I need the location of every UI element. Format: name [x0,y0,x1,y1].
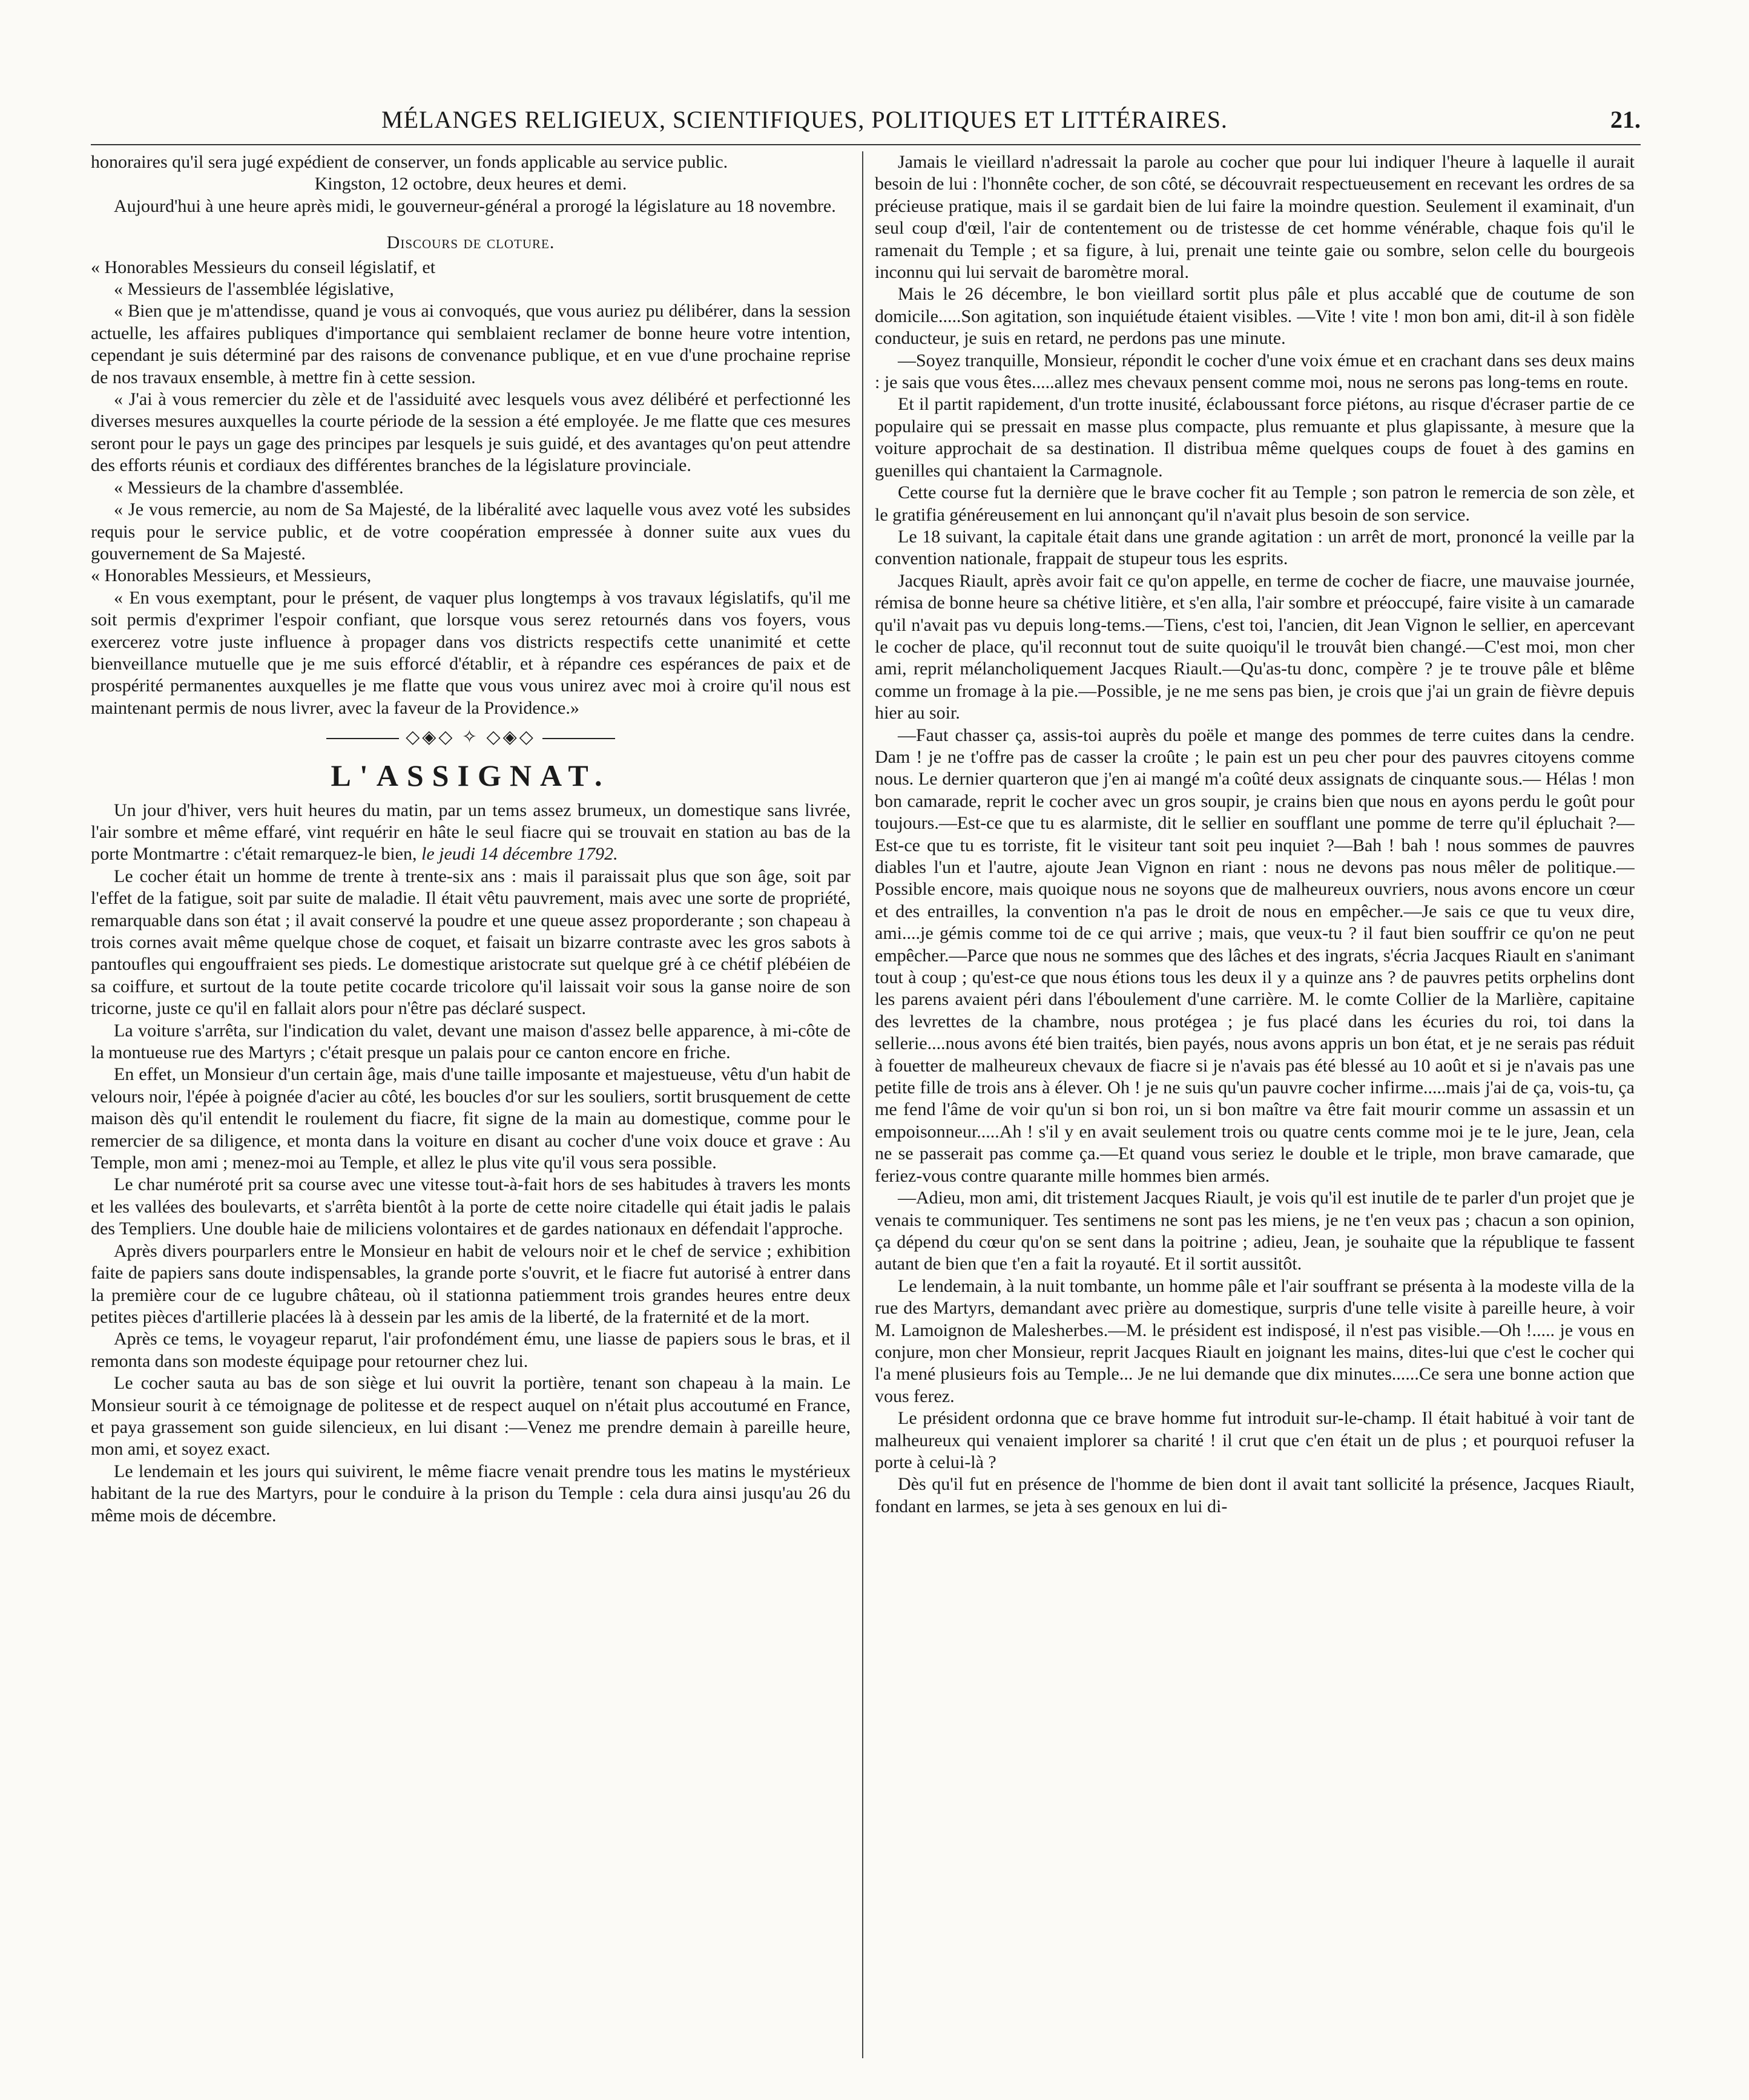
article-paragraph: Après divers pourparlers entre le Monsieur en habit de velours noir et le chef de service ; exhibition faite de papiers sans doute indispensables, la grande porte s'ouvrit, et le fiacre fut autorisé à entrer dans la première cour de ce lugubre château, où il stationna patiemment trois grandes heures entre deux petites pièces d'artillerie placées là à dessein par les amis de la liberté, de la fraternité et de la mort. [91,1240,851,1327]
article-paragraph: Le char numéroté prit sa course avec une vitesse tout-à-fait hors de ses habitudes à travers les monts et les vallées des boulevarts, et s'arrêta bientôt à la porte de cette noire citadelle qui était jadis le palais des Templiers. Une double haie de miliciens volontaires et de gardes nationaux en défendait l'approche. [91,1174,851,1239]
article-paragraph: Le cocher sauta au bas de son siège et lui ouvrit la portière, tenant son chapeau à la main. Le Monsieur sourit à ce témoignage de politesse et de respect auquel on n'était plus accoutumé en France, et paya grassement son guide silencieux, en lui disant :—Venez me prendre demain à pareille heure, mon ami, et soyez exact. [91,1373,851,1460]
article-paragraph: —Faut chasser ça, assis-toi auprès du poële et mange des pommes de terre cuites dans la cendre. Dam ! je ne t'offre pas de casser la croûte ; le pain est un peu cher pour des pauvres citoyens comme nous. Le dernier quarteron que j'en ai mangé m'a coûté deux assignats de cinquante sous.— Hélas ! mon bon camarade, reprit le cocher avec un gros soupir, je crains bien que nous en ayons perdu le goût pour toujours.—Est-ce que tu es alarmiste, dit le sellier en soufflant une pomme de terre qu'il épluchait ?—Est-ce que tu es torriste, fit le visiteur tant soit peu inquiet ?—Bah ! bah ! nous sommes de pauvres diables l'un et l'autre, ajoute Jean Vignon en riant : nous ne devons pas nous mêler de politique.—Possible encore, mais quoique nous ne soyons que de malheureux ouvriers, nous avons encore un cœur et des entrailles, la convention n'a pas le droit de nous en empêcher.—Je sais ce que tu veux dire, ami....je gémis comme toi de ce qui arrive ; mais, que veux-tu ? il faut bien souffrir ce qu'on ne peut empêcher.—Parce que nous ne sommes que des lâches et des ingrats, s'écria Jacques Riault en s'animant tout à coup ; qu'est-ce que nous étions tous les deux il y a quinze ans ? de pauvres petits orphelins dont les parens avaient péri dans l'éboulement d'une carrière. M. le comte Collier de la Marlière, capitaine des levrettes de la chambre, nous protégea ; je fus placé dans les écuries du roi, toi dans la sellerie....nous avons été bien traités, bien payés, nous avons appris un bon état, et je ne serais pas réduit à fouetter de malheureux chevaux de fiacre si je n'avais pas été blessé au 10 août et si je n'avais pas une petite fille de trois ans à élever. Oh ! je ne suis qu'un pauvre cocher infirme.....mais j'ai de ça, vois-tu, ça me fend l'âme de voir qu'un si bon roi, un si bon maître va être fait mourir comme un assassin et un empoisonneur.....Ah ! s'il y en avait seulement trois ou quatre cents comme moi je te le jure, Jean, cela ne se passerait pas comme ça.—Et quand vous seriez le double et le triple, mon brave camarade, que feriez-vous contre quarante mille hommes bien armés. [875,725,1635,1186]
running-header [91,102,1641,145]
article-paragraph: —Adieu, mon ami, dit tristement Jacques Riault, je vois qu'il est inutile de te parler d'un projet que je venais te communiquer. Tes sentimens ne sont pas les miens, je ne t'en veux pas ; chacun a son opinion, ça dépend du cœur qu'on se sent dans la poitrine ; adieu, Jean, je souhaite que la république te fassent autant de bien que t'en a fait la royauté. Et il sortit aussitôt. [875,1188,1635,1274]
article-intro-text: Un jour d'hiver, vers huit heures du matin, par un tems assez brumeux, un domestique sans livrée, l'air sombre et même effaré, vint requérir en hâte le seul fiacre qui se trouvait en station au bas de la porte Montmartre : c'était remarquez-le bien, [91,800,851,864]
article-paragraph: Jacques Riault, après avoir fait ce qu'on appelle, en terme de cocher de fiacre, une mauvaise journée, rémisa de bonne heure sa chétive litière, et s'en alla, l'air sombre et préoccupé, faire visite à un camarade qu'il n'avait pas vu depuis long-tems.—Tiens, c'est toi, l'ancien, dit Jean Vignon le sellier, en apercevant le cocher de place, qu'il reconnut tout de suite quoiqu'il le trouvât bien changé.—C'est moi, mon cher ami, reprit mélancholiquement Jacques Riault.—Qu'as-tu donc, compère ? je te trouve pâle et blême comme un fromage à la pie.—Possible, je ne me sens pas bien, je crois que j'ai un grain de fièvre depuis hier au soir. [875,570,1635,723]
speech-heading: Discours de cloture. [386,232,555,253]
speech-paragraph: « Messieurs de la chambre d'assemblée. [114,477,404,498]
speech-paragraph: « Honorables Messieurs du conseil législatif, et [91,257,436,277]
article-paragraph: Le 18 suivant, la capitale était dans une grande agitation : un arrêt de mort, prononcé la veille par la convention nationale, frappait de stupeur tous les esprits. [875,526,1635,569]
article-paragraph: La voiture s'arrêta, sur l'indication du valet, devant une maison d'assez belle apparence, à mi-côte de la montueuse rue des Martyrs ; c'était presque un palais pour ce canton encore en friche. [91,1020,851,1063]
speech-paragraph: « J'ai à vous remercier du zèle et de l'assiduité avec lesquels vous avez délibéré et perfectionné les diverses mesures auxquelles la courte période de la session a été employée. Je me flatte que ces mesures seront pour le pays un gage des principes par lesquels je suis guidé, et des avantages qu'on peut attendre des efforts réunis et cordiaux des différentes branches de la législature provinciale. [91,389,851,476]
page-number: 21. [1610,106,1641,133]
dateline: Kingston, 12 octobre, deux heures et demi. [314,174,627,194]
speech-paragraph: « En vous exemptant, pour le présent, de vaquer plus longtemps à vos travaux législatifs, qu'il me soit permis d'exprimer l'espoir confiant, que lorsque vous serez retournés dans vos foyers, vous exercerez votre juste influence à propager dans vos districts respectifs cette unanimité et cette bienveillance mutuelle que je me suis efforcé d'établir, et à répandre ces espérances de paix et de prospérité permanentes auxquelles je me flatte que vous vous unirez avec moi à croire qu'il nous est maintenant permis de nous livrer, avec la faveur de la Providence.» [91,587,851,718]
article-paragraph: Mais le 26 décembre, le bon vieillard sortit plus pâle et plus accablé que de coutume de son domicile.....Son agitation, son inquiétude étaient visibles. —Vite ! vite ! mon bon ami, dit-il à son fidèle conducteur, je suis en retard, ne perdons pas une minute. [875,284,1635,349]
article-paragraph: Le président ordonna que ce brave homme fut introduit sur-le-champ. Il était habitué à voir tant de malheureux qui venaient implorer sa charité ! il crut que c'en était un de plus ; et pourquoi refuser la porte à celui-là ? [875,1408,1635,1472]
article-paragraph: En effet, un Monsieur d'un certain âge, mais d'une taille imposante et majestueuse, vêtu d'un habit de velours noir, l'épée à poignée d'acier au côté, les boucles d'or sur les souliers, sortit brusquement de cette maison dès qu'il entendit le roulement du fiacre, fit signe de la main au domestique, comme pour le remercier de sa diligence, et monta dans la voiture en disant au cocher d'une voix douce et grave : Au Temple, mon ami ; menez-moi au Temple, et allez le plus vite qu'il vous sera possible. [91,1064,851,1173]
article-paragraph: Dès qu'il fut en présence de l'homme de bien dont il avait tant sollicité la présence, Jacques Riault, fondant en larmes, se jeta à ses genoux en lui di- [875,1474,1635,1516]
article-paragraph: Le lendemain, à la nuit tombante, un homme pâle et l'air souffrant se présenta à la modeste villa de la rue des Martyrs, demandant avec prière au domestique, surpris d'une telle visite à pareille heure, à voir M. Lamoignon de Malesherbes.—M. le président est indisposé, il n'est pas visible.—Oh !..... je vous en conjure, mon cher Monsieur, reprit Jacques Riault en joignant les mains, dites-lui que c'est le cocher qui l'a mené plusieurs fois au Temple... Je ne lui demande que dix minutes......Ce sera une bonne action que vous ferez. [875,1275,1635,1406]
ornament-divider [91,726,851,748]
column-divider [862,151,863,2058]
ornament-rule-right [542,738,615,739]
article-paragraph: Le lendemain et les jours qui suivirent, le même fiacre venait prendre tous les matins le mystérieux habitant de la rue des Martyrs, pour le conduire à la prison du Temple : cela dura ainsi jusqu'au 26 du même mois de décembre. [91,1461,851,1526]
speech-paragraph: « Bien que je m'attendisse, quand je vous ai convoqués, que vous auriez pu délibérer, dans la session actuelle, les affaires publiques d'importance qui semblaient reclamer de bonne heure votre intention, cependant je suis déterminé par des raisons de convenance publique, et en vue d'une prochaine reprise de nos travaux ensemble, à mettre fin à cette session. [91,301,851,387]
prorogation-paragraph: Aujourd'hui à une heure après midi, le gouverneur-général a prorogé la législature au 18 novembre. [114,196,836,216]
article-paragraph: Après ce tems, le voyageur reparut, l'air profondément ému, une liasse de papiers sous le bras, et il remonta dans son modeste équipage pour retourner chez lui. [91,1329,851,1371]
article-paragraph: Et il partit rapidement, d'un trotte inusité, éclaboussant force piétons, au risque d'écraser partie de ce populaire qui se pressait en masse plus compacte, plus remuante et plus glapissante, à mesure que la voiture approchait de sa destination. Il distribua même quelques coups de fouet à des gamins en guenilles qui chantaient la Carmagnole. [875,394,1635,481]
article-title: L'ASSIGNAT. [331,758,611,792]
article-paragraph: —Soyez tranquille, Monsieur, répondit le cocher d'une voix émue et en crachant dans ses deux mains : je sais que vous êtes.....allez mes chevaux pensent comme moi, nous ne serons pas long-tems en route. [875,350,1635,393]
article-intro-paragraph [91,800,851,866]
speech-paragraph: « Messieurs de l'assemblée législative, [114,279,394,300]
continuation-paragraph: honoraires qu'il sera jugé expédient de conserver, un fonds applicable au service public. [91,152,728,172]
right-column [875,151,1635,2076]
ornament-rule-left [326,738,399,739]
ornament-glyphs: ◇◈◇ ✧ ◇◈◇ [406,727,536,748]
speech-paragraph: « Honorables Messieurs, et Messieurs, [91,565,372,586]
article-intro-date: le jeudi 14 décembre 1792. [421,844,618,864]
speech-paragraph: « Je vous remercie, au nom de Sa Majesté, de la libéralité avec laquelle vous avez voté les subsides requis pour le service public, et de votre coopération empressée à donner suite aux vues du gouvernement de Sa Majesté. [91,499,851,564]
left-column [91,151,851,2076]
article-paragraph: Cette course fut la dernière que le brave cocher fit au Temple ; son patron le remercia de son zèle, et le gratifia généreusement en lui annonçant qu'il n'avait plus besoin de son service. [875,482,1635,525]
article-paragraph: Le cocher était un homme de trente à trente-six ans : mais il paraissait plus que son âge, soit par l'effet de la fatigue, soit par suite de maladie. Il était vêtu pauvrement, mais avec une sorte de propriété, remarquable dans son état ; il avait conservé la poudre et une queue assez proporderante ; son chapeau à trois cornes avait même quelque chose de coquet, et faisait un bizarre contraste avec les gros sabots à pantoufles qui engouffraient ses pieds. Le domestique aristocrate sut quelque gré à ce chétif plébéien de sa coiffure, et surtout de la toute petite cocarde tricolore qu'il laissait voir sous la ganse noire de son tricorne, juste ce qu'il en fallait alors pour n'être pas déclaré suspect. [91,866,851,1019]
article-paragraph: Jamais le vieillard n'adressait la parole au cocher que pour lui indiquer l'heure à laquelle il aurait besoin de lui : l'honnête cocher, de son côté, se découvrait respectueusement en recevant les ordres de sa précieuse pratique, mais il se gardait bien de lui faire la moindre question. Seulement il examinait, d'un seul coup d'œil, l'air de contentement ou de tristesse de cet homme vénérable, chaque fois qu'il le ramenait du Temple ; et sa figure, à lui, prenait une teinte gaie ou sombre, selon celle du bourgeois inconnu qui lui servait de baromètre moral. [875,152,1635,283]
running-title: MÉLANGES RELIGIEUX, SCIENTIFIQUES, POLITIQUES ET LITTÉRAIRES. [381,106,1228,133]
